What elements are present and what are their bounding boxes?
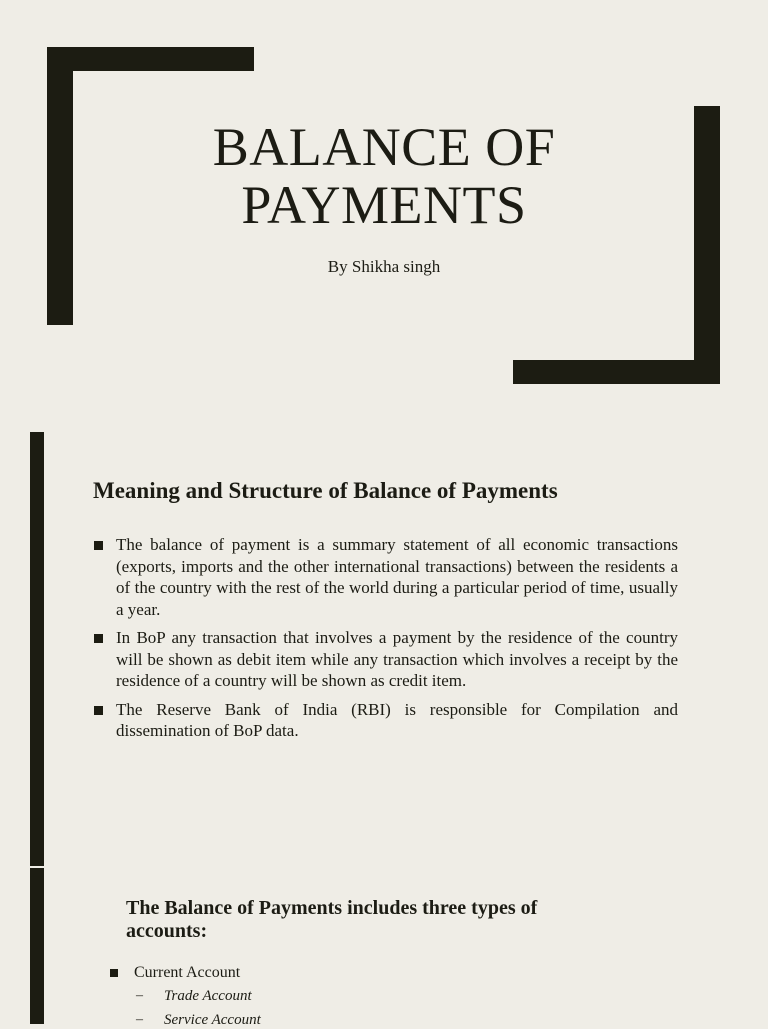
slide-title-line1: BALANCE OF [212, 117, 556, 177]
bullet-item [94, 627, 678, 692]
sub-account-item: Trade Account [164, 988, 252, 1004]
dash-bullet-icon: – [136, 988, 143, 1003]
title-slide [0, 0, 768, 400]
bullet-text: In BoP any transaction that involves a payment by the residence of the country will be shown as debit item while any transaction which involves a receipt by the residence of a country will be shown as credit item. [116, 628, 678, 690]
section-heading: Meaning and Structure of Balance of Payments [93, 478, 558, 503]
section-heading: The Balance of Payments includes three types of accounts: [126, 897, 538, 942]
square-bullet-icon [94, 541, 103, 550]
square-bullet-icon [94, 634, 103, 643]
corner-bracket-top-left-horizontal [47, 47, 254, 71]
bullet-list [94, 534, 678, 749]
bullet-item [94, 534, 678, 620]
account-label: Current Account [134, 964, 241, 981]
sub-account-item: Service Account [164, 1012, 261, 1028]
left-accent-bar [30, 432, 44, 866]
account-item [134, 964, 240, 982]
accounts-slide [0, 866, 768, 1028]
meaning-slide [0, 432, 768, 866]
square-bullet-icon [110, 969, 118, 977]
square-bullet-icon [94, 706, 103, 715]
left-accent-bar [30, 868, 44, 1024]
corner-bracket-bottom-right-horizontal [513, 360, 720, 384]
bullet-item [94, 699, 678, 742]
slide-title-line2: PAYMENTS [241, 175, 527, 235]
slide-title [0, 118, 768, 234]
bullet-text: The Reserve Bank of India (RBI) is responsible for Compilation and dissemination of BoP data. [116, 699, 678, 740]
bullet-text: The balance of payment is a summary statement of all economic transactions (exports, imports and the other international transactions) between the residents a of the country with the rest of the world during a particular period of time, usually a year. [116, 535, 678, 619]
dash-bullet-icon: – [136, 1012, 143, 1027]
slide-subtitle: By Shikha singh [327, 257, 441, 276]
